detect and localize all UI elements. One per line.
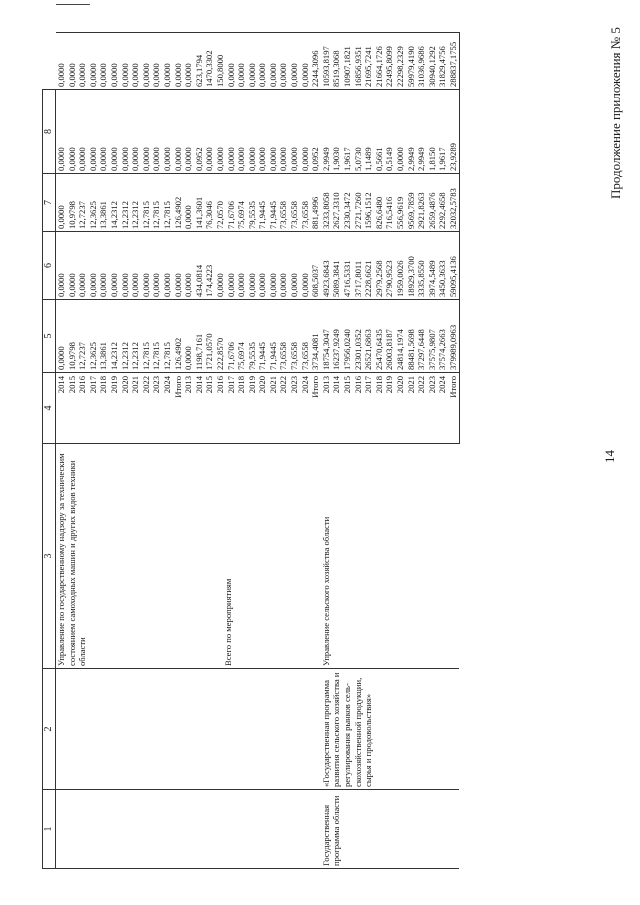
value-cell: 0,0000 [173,90,184,174]
value-cell: 0,0000 [183,232,194,300]
value-cell: 0,0000 [130,232,141,300]
value-cell: 623,1794 [194,33,205,90]
value-cell: 0,0000 [247,33,258,90]
value-cell: 21695,7241 [363,33,374,90]
value-cell: 0,0000 [120,33,131,90]
program-type-cell-text: Государственная программа области [320,795,342,866]
header-col-2: 2 [43,669,56,790]
value-cell: 0,5149 [384,90,395,174]
year-cell: 2023 [289,373,300,444]
value-cell: 0,0000 [162,33,173,90]
value-cell: 0,0000 [151,90,162,174]
program-type-cell [56,790,184,869]
table-row [183,33,194,869]
value-cell: 0,0000 [151,232,162,300]
program-type-cell [183,790,321,869]
value-cell: 1721,0570 [204,300,215,373]
value-cell: 0,0000 [395,90,406,174]
year-cell: 2020 [257,373,268,444]
value-cell: 0,0000 [98,232,109,300]
value-cell: 10,9798 [67,174,78,232]
year-cell: 2019 [109,373,120,444]
value-cell: 0,0000 [98,33,109,90]
year-cell: 2018 [236,373,247,444]
value-cell: 75,6974 [236,300,247,373]
value-cell: 1,9617 [342,90,353,174]
value-cell: 71,6706 [226,174,237,232]
value-cell: 14,2312 [109,300,120,373]
value-cell: 0,0000 [130,90,141,174]
value-cell: 3233,8058 [321,174,332,232]
value-cell: 3450,3633 [437,232,448,300]
value-cell: 0,0000 [268,90,279,174]
value-cell: 0,0000 [183,300,194,373]
value-cell: 0,0000 [141,232,152,300]
table-row [321,33,332,869]
value-cell: 0,0000 [289,90,300,174]
value-cell: 0,0000 [151,33,162,90]
value-cell: 12,7815 [162,300,173,373]
value-cell: 26003,8187 [384,300,395,373]
value-cell: 0,0952 [310,90,321,174]
value-cell: 88481,5698 [406,300,417,373]
value-cell: 0,0000 [300,90,311,174]
value-cell: 0,0000 [215,90,226,174]
header-col-3: 3 [43,444,56,669]
header-col-7: 7 [43,174,56,232]
value-cell: 126,4902 [173,174,184,232]
year-cell: 2021 [406,373,417,444]
value-cell: 12,7237 [77,300,88,373]
value-cell: 0,0000 [215,232,226,300]
value-cell: 126,4902 [173,300,184,373]
value-cell: 0,0000 [204,90,215,174]
year-cell: 2014 [194,373,205,444]
value-cell: 73,6558 [278,300,289,373]
value-cell: 2659,4876 [427,174,438,232]
value-cell: 0,0000 [226,90,237,174]
header-col-4: 4 [43,373,56,444]
value-cell: 0,0000 [67,33,78,90]
year-cell: 2013 [183,373,194,444]
value-cell: 2292,4658 [437,174,448,232]
program-type-cell [321,790,459,869]
value-cell: 72,0570 [215,174,226,232]
responsible-org-cell-text: Всего по мероприятиям [223,578,234,666]
header-col-5: 5 [43,300,56,373]
value-cell: 73,6558 [278,174,289,232]
value-cell: 16856,9351 [353,33,364,90]
value-cell: 75,6974 [236,174,247,232]
year-cell: 2019 [384,373,395,444]
value-cell: 3974,5489 [427,232,438,300]
responsible-org-cell [56,444,184,669]
value-cell: 0,0000 [77,33,88,90]
year-cell: 2021 [130,373,141,444]
value-cell: 556,9619 [395,174,406,232]
value-cell: 0,0000 [173,232,184,300]
year-cell: 2023 [427,373,438,444]
value-cell: 71,9445 [268,300,279,373]
value-cell: 2244,3096 [310,33,321,90]
value-cell: 0,0000 [67,90,78,174]
value-cell: 2,9949 [416,90,427,174]
value-cell: 141,3601 [194,174,205,232]
value-cell: 26521,6863 [363,300,374,373]
responsible-org-cell-text: Управление по государственному надзору за техническим состоянием самоходных машин и других видов техники области [56,453,88,666]
year-cell: 2024 [300,373,311,444]
year-cell: 2015 [67,373,78,444]
value-cell: 2721,7260 [353,174,364,232]
value-cell: 12,3625 [88,174,99,232]
value-cell: 2228,6621 [363,232,374,300]
value-cell: 0,0000 [236,33,247,90]
value-cell: 12,2312 [130,174,141,232]
value-cell: 37575,9807 [427,300,438,373]
value-cell: 0,0000 [236,232,247,300]
value-cell: 25470,6435 [374,300,385,373]
value-cell: 434,0814 [194,232,205,300]
header-col-6: 6 [43,232,56,300]
value-cell: 1,1489 [363,90,374,174]
value-cell: 0,0000 [109,232,120,300]
value-cell: 0,0000 [67,232,78,300]
table-row [56,33,67,869]
value-cell: 22298,2329 [395,33,406,90]
year-cell: 2024 [162,373,173,444]
value-cell: 23,9289 [448,90,459,174]
value-cell: 2,9949 [406,90,417,174]
value-cell: 379989,0963 [448,300,459,373]
program-name-cell [56,669,184,790]
value-cell: 0,0000 [56,232,67,300]
value-cell: 3734,4081 [310,300,321,373]
value-cell: 71,9445 [268,174,279,232]
value-cell: 0,0000 [141,33,152,90]
value-cell: 0,0000 [130,33,141,90]
value-cell: 0,0000 [278,232,289,300]
value-cell: 12,2312 [130,300,141,373]
year-cell: 2014 [331,373,342,444]
header-col-8: 8 [43,90,56,174]
value-cell: 2330,3472 [342,174,353,232]
value-cell: 12,7815 [141,174,152,232]
value-cell: 12,7815 [151,300,162,373]
value-cell: 0,5661 [374,90,385,174]
value-cell: 0,0000 [109,90,120,174]
budget-table [42,32,460,869]
year-cell: 2017 [88,373,99,444]
year-cell: 2022 [278,373,289,444]
value-cell: 1,9617 [437,90,448,174]
program-name-cell [321,669,459,790]
value-cell: 0,0000 [183,90,194,174]
year-cell: 2017 [226,373,237,444]
value-cell: 12,2312 [120,174,131,232]
value-cell: 0,0000 [56,174,67,232]
value-cell: 5,0730 [353,90,364,174]
year-cell: 2023 [151,373,162,444]
value-cell: 716,5416 [384,174,395,232]
value-cell: 24814,1974 [395,300,406,373]
value-cell: 0,0000 [226,232,237,300]
table-body [56,33,460,869]
value-cell: 3717,8011 [353,232,364,300]
value-cell: 0,0000 [257,232,268,300]
value-cell: 0,0000 [278,90,289,174]
value-cell: 826,6480 [374,174,385,232]
value-cell: 4716,5331 [342,232,353,300]
value-cell: 0,0000 [183,174,194,232]
value-cell: 2921,8263 [416,174,427,232]
value-cell: 2627,3310 [331,174,342,232]
value-cell: 0,0000 [88,232,99,300]
value-cell: 4923,6843 [321,232,332,300]
value-cell: 12,7815 [151,174,162,232]
value-cell: 1,9030 [331,90,342,174]
value-cell: 0,0000 [300,232,311,300]
value-cell: 0,0000 [247,90,258,174]
program-name-cell [183,669,321,790]
page-number: 14 [602,450,617,463]
value-cell: 12,7237 [77,174,88,232]
value-cell: 5089,3841 [331,232,342,300]
value-cell: 0,0000 [173,33,184,90]
value-cell: 0,0000 [56,33,67,90]
year-cell: 2020 [395,373,406,444]
value-cell: 71,9445 [257,174,268,232]
value-cell: 22495,8099 [384,33,395,90]
year-cell: 2017 [363,373,374,444]
value-cell: 32032,5783 [448,174,459,232]
value-cell: 31829,4756 [437,33,448,90]
value-cell: 0,0000 [77,90,88,174]
value-cell: 608,5037 [310,232,321,300]
value-cell: 10593,8197 [321,33,332,90]
value-cell: 1,8150 [427,90,438,174]
value-cell: 1596,1512 [363,174,374,232]
value-cell: 59095,4136 [448,232,459,300]
responsible-org-cell [321,444,459,669]
value-cell: 0,0000 [268,232,279,300]
value-cell: 14,2312 [109,174,120,232]
value-cell: 0,0000 [226,33,237,90]
table-header-row [43,33,56,869]
value-cell: 79,5535 [247,300,258,373]
value-cell: 13,3861 [98,300,109,373]
value-cell: 21664,1726 [374,33,385,90]
value-cell: 10907,1821 [342,33,353,90]
year-cell: 2022 [416,373,427,444]
value-cell: 0,0000 [56,300,67,373]
value-cell: 13,3861 [98,174,109,232]
value-cell: 2979,2568 [374,232,385,300]
value-cell: 0,0000 [278,33,289,90]
value-cell: 37297,6448 [416,300,427,373]
value-cell: 2790,9523 [384,232,395,300]
value-cell: 12,7815 [141,300,152,373]
appendix-title: Продолжение приложения № 5 [608,27,623,199]
value-cell: 0,0000 [257,33,268,90]
value-cell: 1198,7161 [194,300,205,373]
value-cell: 18929,3700 [406,232,417,300]
value-cell: 0,0000 [289,232,300,300]
year-cell: 2022 [141,373,152,444]
year-cell: 2016 [215,373,226,444]
value-cell: 0,0000 [236,90,247,174]
value-cell: 0,0000 [268,33,279,90]
value-cell: 0,0000 [300,33,311,90]
value-cell: 0,0000 [77,232,88,300]
value-cell: 881,4996 [310,174,321,232]
value-cell: 17956,0240 [342,300,353,373]
value-cell: 1470,3302 [204,33,215,90]
year-cell: Итого [310,373,321,444]
value-cell: 73,6558 [289,174,300,232]
value-cell: 0,0000 [56,90,67,174]
value-cell: 16237,9249 [331,300,342,373]
value-cell: 0,0000 [120,90,131,174]
year-cell: 2018 [98,373,109,444]
value-cell: 2,9949 [321,90,332,174]
header-col-1: 1 [43,790,56,869]
value-cell: 23301,0352 [353,300,364,373]
value-cell: 0,0000 [109,33,120,90]
year-cell: 2014 [56,373,67,444]
value-cell: 1959,0026 [395,232,406,300]
value-cell: 31036,9686 [416,33,427,90]
value-cell: 174,4223 [204,232,215,300]
year-cell: 2021 [268,373,279,444]
value-cell: 37574,2663 [437,300,448,373]
value-cell: 0,0000 [98,90,109,174]
responsible-org-cell [183,444,321,669]
year-cell: Итого [448,373,459,444]
value-cell: 0,0952 [194,90,205,174]
value-cell: 76,3046 [204,174,215,232]
value-cell: 288837,1755 [448,33,459,90]
responsible-org-cell-text: Управление сельского хозяйства области [320,516,331,666]
year-cell: 2013 [321,373,332,444]
value-cell: 0,0000 [183,33,194,90]
value-cell: 73,6558 [289,300,300,373]
year-cell: 2016 [353,373,364,444]
year-cell: Итого [173,373,184,444]
year-cell: 2015 [204,373,215,444]
value-cell: 150,8000 [215,33,226,90]
value-cell: 12,3625 [88,300,99,373]
value-cell: 0,0000 [141,90,152,174]
value-cell: 0,0000 [257,90,268,174]
value-cell: 0,0000 [120,232,131,300]
value-cell: 30940,1292 [427,33,438,90]
value-cell: 79,5535 [247,174,258,232]
value-cell: 71,9445 [257,300,268,373]
value-cell: 73,6558 [300,174,311,232]
year-cell: 2024 [437,373,448,444]
program-name-cell-text: «Государственная программа развития сельского хозяйства и регулирования рынков сель-скохозяйственной продукции, сырья и продовольствия» [320,672,374,787]
value-cell: 0,0000 [162,90,173,174]
value-cell: 18754,3047 [321,300,332,373]
value-cell: 9569,7859 [406,174,417,232]
value-cell: 12,7815 [162,174,173,232]
value-cell: 0,0000 [247,232,258,300]
value-cell: 222,8570 [215,300,226,373]
year-cell: 2016 [77,373,88,444]
value-cell: 71,6706 [226,300,237,373]
value-cell: 73,6558 [300,300,311,373]
value-cell: 12,2312 [120,300,131,373]
value-cell: 0,0000 [162,232,173,300]
value-cell: 59979,4190 [406,33,417,90]
year-cell: 2020 [120,373,131,444]
year-cell: 2018 [374,373,385,444]
value-cell: 0,0000 [88,33,99,90]
year-cell: 2015 [342,373,353,444]
value-cell: 0,0000 [289,33,300,90]
value-cell: 3335,8550 [416,232,427,300]
value-cell: 0,0000 [88,90,99,174]
value-cell: 10,9798 [67,300,78,373]
year-cell: 2019 [247,373,258,444]
value-cell: 8519,3068 [331,33,342,90]
